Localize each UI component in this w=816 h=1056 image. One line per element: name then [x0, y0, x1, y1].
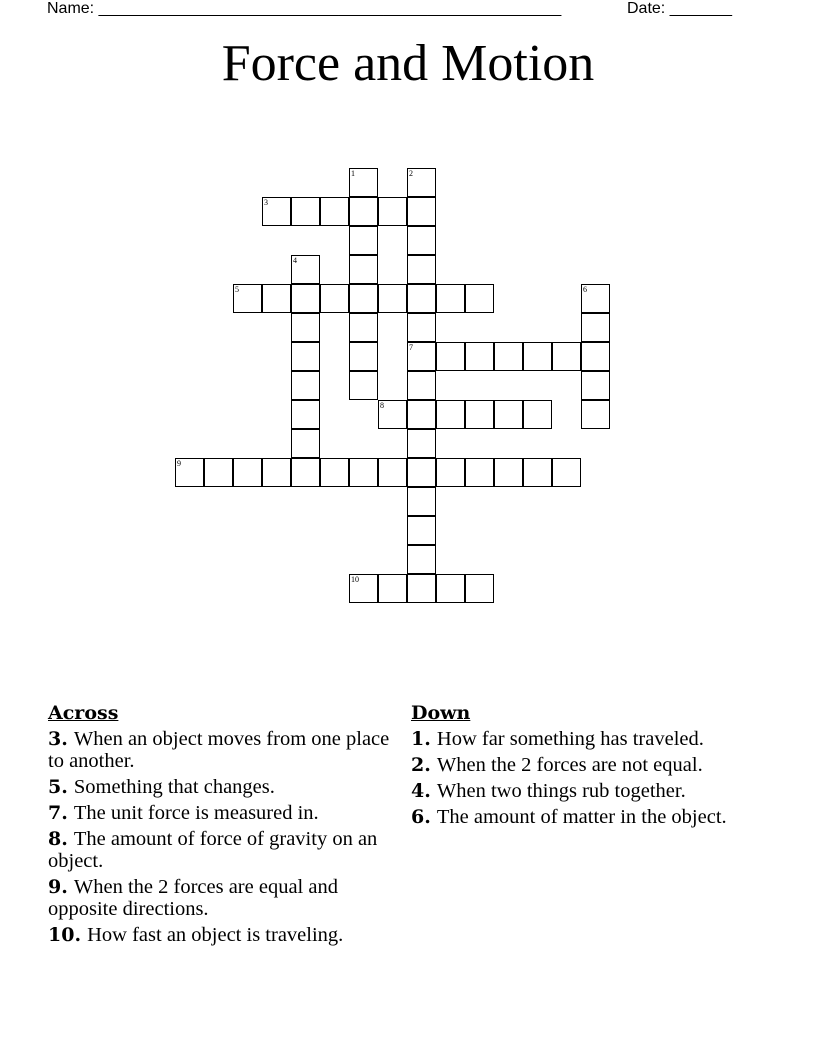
- across-clue-list: [48, 728, 398, 946]
- clue-number: 2.: [411, 754, 431, 776]
- grid-cell[interactable]: [291, 284, 320, 313]
- grid-cell[interactable]: [320, 197, 349, 226]
- clue-item: [411, 780, 756, 802]
- grid-cell[interactable]: [378, 284, 407, 313]
- clue-number: 3.: [48, 728, 68, 750]
- clue-text: Something that changes.: [73, 776, 275, 798]
- grid-cell-number: 10: [351, 575, 359, 584]
- clue-item: [48, 802, 398, 824]
- grid-cell[interactable]: [233, 284, 262, 313]
- down-heading: Down: [411, 702, 471, 724]
- grid-cell-number: 7: [409, 343, 413, 352]
- grid-cell-number: 6: [583, 285, 587, 294]
- grid-cell[interactable]: [349, 371, 378, 400]
- grid-cell[interactable]: [407, 574, 436, 603]
- grid-cell[interactable]: [407, 429, 436, 458]
- grid-cell[interactable]: [233, 458, 262, 487]
- grid-cell[interactable]: [291, 458, 320, 487]
- grid-cell[interactable]: [494, 400, 523, 429]
- grid-cell[interactable]: [407, 342, 436, 371]
- clue-text: The amount of force of gravity on an object.: [48, 828, 378, 872]
- grid-cell[interactable]: [349, 255, 378, 284]
- grid-cell[interactable]: [349, 458, 378, 487]
- grid-cell[interactable]: [407, 226, 436, 255]
- grid-cell[interactable]: [349, 197, 378, 226]
- grid-cell[interactable]: [291, 313, 320, 342]
- grid-cell[interactable]: [465, 342, 494, 371]
- grid-cell[interactable]: [523, 458, 552, 487]
- grid-cell[interactable]: [407, 516, 436, 545]
- grid-cell[interactable]: [349, 342, 378, 371]
- grid-cell[interactable]: [407, 400, 436, 429]
- grid-cell[interactable]: [494, 342, 523, 371]
- clue-item: [48, 828, 398, 872]
- clue-text: How fast an object is traveling.: [87, 924, 344, 946]
- grid-cell[interactable]: [407, 255, 436, 284]
- grid-cell[interactable]: [349, 226, 378, 255]
- grid-cell[interactable]: [349, 284, 378, 313]
- grid-cell[interactable]: [291, 429, 320, 458]
- grid-cell[interactable]: [465, 400, 494, 429]
- clue-item: [48, 924, 398, 946]
- clue-text: When an object moves from one place to another.: [48, 728, 390, 772]
- grid-cell[interactable]: [407, 197, 436, 226]
- clue-number: 10.: [48, 924, 82, 946]
- grid-cell[interactable]: [349, 313, 378, 342]
- grid-cell[interactable]: [465, 284, 494, 313]
- grid-cell[interactable]: [204, 458, 233, 487]
- grid-cell[interactable]: [262, 458, 291, 487]
- clue-item: [411, 754, 756, 776]
- grid-cell[interactable]: [523, 400, 552, 429]
- grid-cell[interactable]: [436, 574, 465, 603]
- grid-cell[interactable]: [407, 458, 436, 487]
- grid-cell[interactable]: [552, 342, 581, 371]
- clue-text: How far something has traveled.: [436, 728, 704, 750]
- grid-cell[interactable]: [407, 168, 436, 197]
- grid-cell[interactable]: [407, 284, 436, 313]
- grid-cell[interactable]: [291, 255, 320, 284]
- clue-item: [411, 806, 756, 828]
- clue-text: When two things rub together.: [436, 780, 686, 802]
- down-clue-list: [411, 728, 756, 828]
- grid-cell[interactable]: [378, 458, 407, 487]
- grid-cell[interactable]: [436, 458, 465, 487]
- grid-cell-number: 3: [264, 198, 268, 207]
- clue-text: The unit force is measured in.: [73, 802, 319, 824]
- grid-cell[interactable]: [378, 197, 407, 226]
- page-title: Force and Motion: [221, 35, 595, 92]
- grid-cell[interactable]: [436, 284, 465, 313]
- clue-item: [48, 776, 398, 798]
- grid-cell[interactable]: [436, 342, 465, 371]
- date-field-label[interactable]: Date: _______: [627, 0, 732, 17]
- clue-number: 6.: [411, 806, 431, 828]
- grid-cell-number: 4: [293, 256, 297, 265]
- grid-cell[interactable]: [320, 458, 349, 487]
- clue-item: [411, 728, 756, 750]
- grid-cell-number: 5: [235, 285, 239, 294]
- grid-cell[interactable]: [349, 168, 378, 197]
- grid-cell-number: 9: [177, 459, 181, 468]
- grid-cell[interactable]: [581, 400, 610, 429]
- across-clues: [48, 700, 398, 950]
- grid-cell[interactable]: [523, 342, 552, 371]
- grid-cell[interactable]: [378, 574, 407, 603]
- grid-cell-number: 8: [380, 401, 384, 410]
- grid-cell[interactable]: [552, 458, 581, 487]
- grid-cell[interactable]: [407, 487, 436, 516]
- clue-number: 9.: [48, 876, 68, 898]
- clue-number: 7.: [48, 802, 68, 824]
- grid-cell-number: 1: [351, 169, 355, 178]
- clue-number: 8.: [48, 828, 68, 850]
- grid-cell[interactable]: [320, 284, 349, 313]
- grid-cell[interactable]: [407, 545, 436, 574]
- clue-item: [48, 728, 398, 772]
- name-field-label[interactable]: Name: ____________________________________________________: [47, 0, 562, 17]
- grid-cell[interactable]: [378, 400, 407, 429]
- clue-item: [48, 876, 398, 920]
- clue-text: When the 2 forces are not equal.: [436, 754, 703, 776]
- clue-text: The amount of matter in the object.: [436, 806, 727, 828]
- grid-cell[interactable]: [494, 458, 523, 487]
- grid-cell[interactable]: [407, 313, 436, 342]
- clue-number: 5.: [48, 776, 68, 798]
- grid-cell[interactable]: [581, 313, 610, 342]
- grid-cell[interactable]: [436, 400, 465, 429]
- grid-cell[interactable]: [581, 371, 610, 400]
- grid-cell[interactable]: [349, 574, 378, 603]
- clue-number: 4.: [411, 780, 431, 802]
- grid-cell[interactable]: [291, 400, 320, 429]
- down-clues: [411, 700, 756, 832]
- grid-cell[interactable]: [465, 574, 494, 603]
- across-heading: Across: [48, 702, 119, 724]
- grid-cell[interactable]: [175, 458, 204, 487]
- grid-cell[interactable]: [407, 371, 436, 400]
- grid-cell[interactable]: [581, 342, 610, 371]
- grid-cell[interactable]: [291, 371, 320, 400]
- clue-text: When the 2 forces are equal and opposite directions.: [48, 876, 338, 920]
- grid-cell[interactable]: [291, 342, 320, 371]
- grid-cell[interactable]: [262, 284, 291, 313]
- grid-cell[interactable]: [291, 197, 320, 226]
- grid-cell[interactable]: [581, 284, 610, 313]
- grid-cell[interactable]: [465, 458, 494, 487]
- clue-number: 1.: [411, 728, 431, 750]
- grid-cell-number: 2: [409, 169, 413, 178]
- grid-cell[interactable]: [262, 197, 291, 226]
